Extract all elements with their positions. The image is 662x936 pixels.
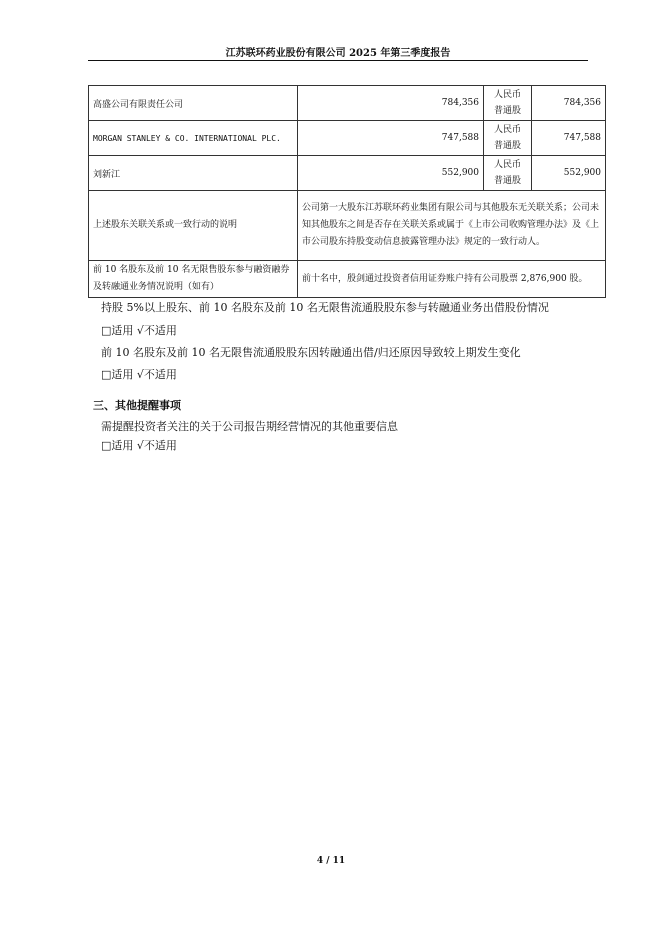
holder-shares: 747,588 <box>298 121 484 156</box>
relation-text: 公司第一大股东江苏联环药业集团有限公司与其他股东无关联关系；公司未知其他股东之间是否存在关联关系或属于《上市公司收购管理办法》及《上市公司股东持股变动信息披露管理办法》规定的一致行动人。 <box>298 191 606 261</box>
share-type: 人民币 普通股 <box>484 156 532 191</box>
share-quantity: 784,356 <box>532 86 606 121</box>
margin-label: 前 10 名股东及前 10 名无限售股东参与融资融券及转融通业务情况说明（如有） <box>89 261 298 298</box>
share-type: 人民币 普通股 <box>484 86 532 121</box>
other-desc: 需提醒投资者关注的关于公司报告期经营情况的其他重要信息 <box>101 420 398 433</box>
table-row <box>89 261 606 298</box>
report-header-title: 江苏联环药业股份有限公司 2025 年第三季度报告 <box>225 48 451 59</box>
share-quantity: 552,900 <box>532 156 606 191</box>
lending-title: 持股 5%以上股东、前 10 名股东及前 10 名无限售流通股股东参与转融通业务出借股份情况 <box>101 301 549 314</box>
change-choice: □适用 √不适用 <box>101 368 177 381</box>
page-number: 4 / 11 <box>316 856 346 866</box>
table-row <box>89 86 606 121</box>
holder-name: MORGAN STANLEY & CO. INTERNATIONAL PLC. <box>89 121 298 156</box>
table-row <box>89 156 606 191</box>
relation-label: 上述股东关联关系或一致行动的说明 <box>89 191 298 261</box>
holder-shares: 784,356 <box>298 86 484 121</box>
table-row <box>89 191 606 261</box>
change-title: 前 10 名股东及前 10 名无限售流通股股东因转融通出借/归还原因导致较上期发生变化 <box>101 346 521 359</box>
holder-name: 高盛公司有限责任公司 <box>89 86 298 121</box>
other-choice: □适用 √不适用 <box>101 439 177 452</box>
table-row <box>89 121 606 156</box>
lending-choice: □适用 √不适用 <box>101 324 177 337</box>
share-type: 人民币 普通股 <box>484 121 532 156</box>
holder-shares: 552,900 <box>298 156 484 191</box>
other-heading: 三、其他提醒事项 <box>93 399 181 412</box>
holder-name: 刘新江 <box>89 156 298 191</box>
share-quantity: 747,588 <box>532 121 606 156</box>
header-divider <box>88 60 588 61</box>
margin-text: 前十名中，殷剑通过投资者信用证券账户持有公司股票 2,876,900 股。 <box>298 261 606 298</box>
shareholders-table <box>88 85 606 298</box>
